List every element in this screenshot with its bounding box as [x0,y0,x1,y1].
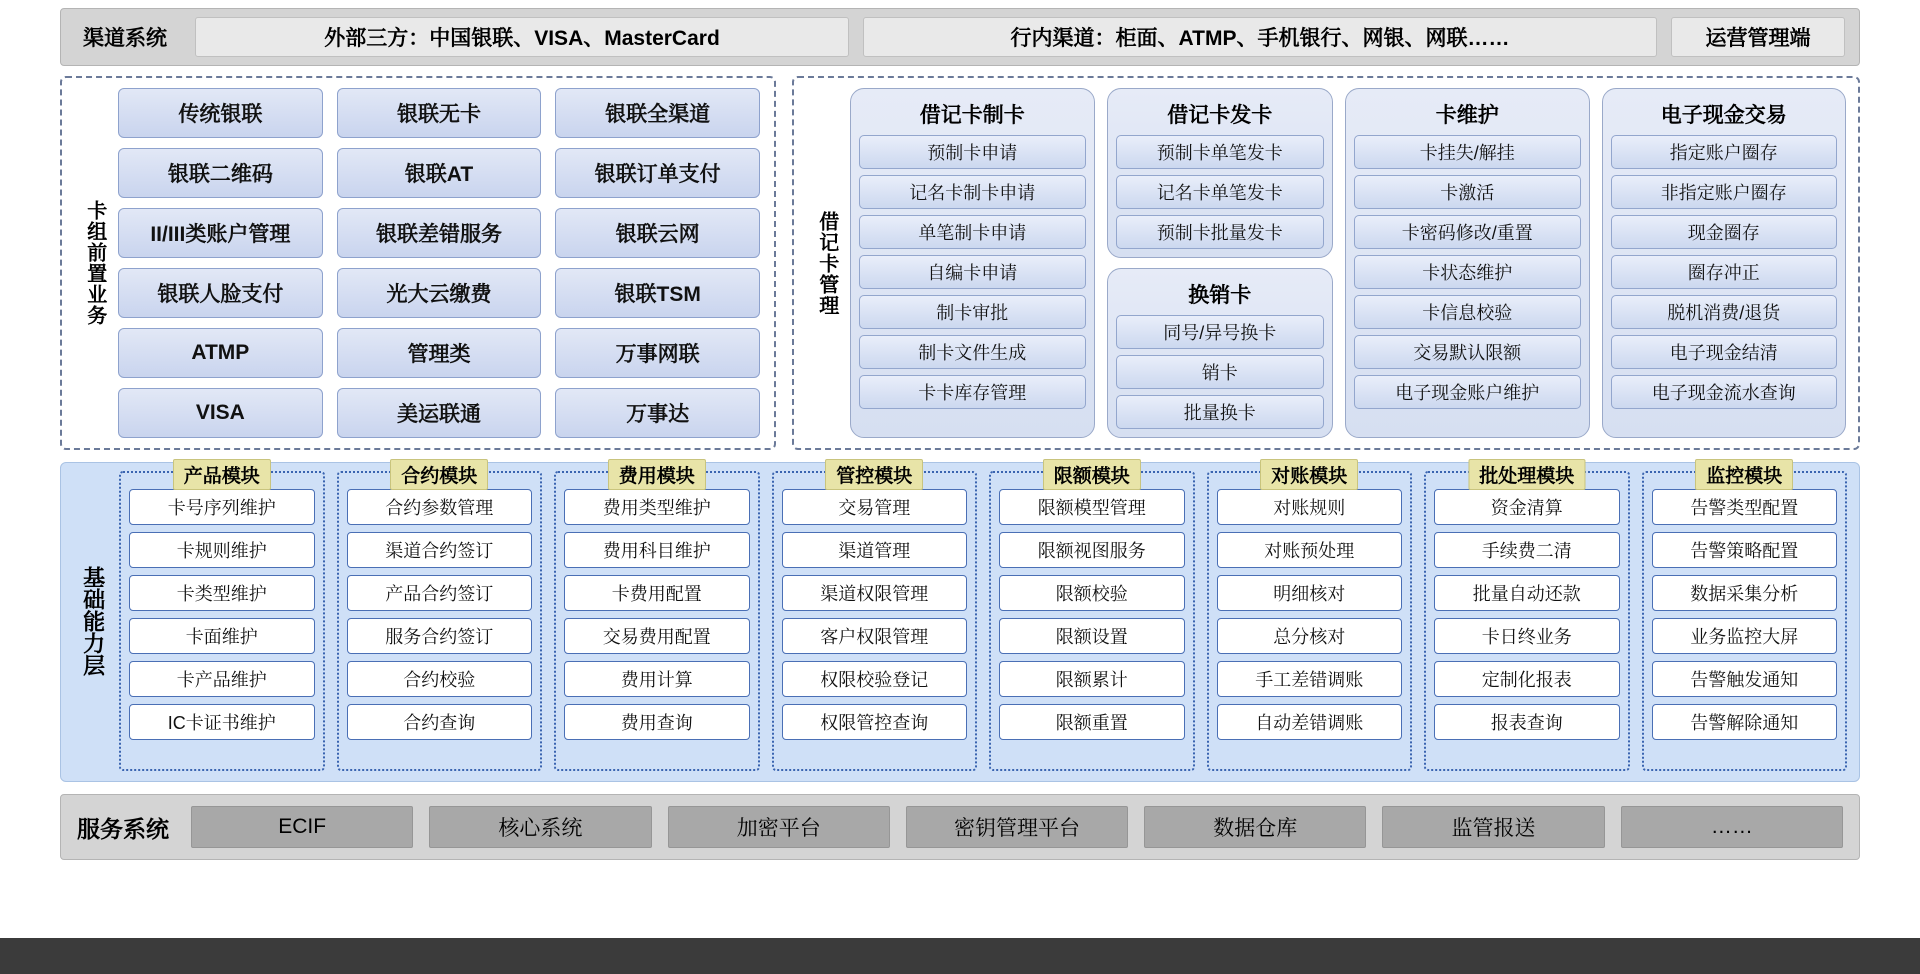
module-item[interactable]: 数据采集分析 [1652,575,1838,611]
service-item[interactable]: 数据仓库 [1144,806,1366,848]
card-org-label [72,86,116,440]
module-title: 产品模块 [173,459,271,490]
module-item[interactable]: 权限管控查询 [782,704,968,740]
card-org-tile[interactable]: 银联AT [337,148,542,198]
service-item[interactable]: 密钥管理平台 [906,806,1128,848]
card-org-tile[interactable]: ATMP [118,328,323,378]
group-item[interactable]: 电子现金流水查询 [1611,375,1838,409]
module-title: 监控模块 [1695,459,1793,490]
group-title: 换销卡 [1188,284,1252,307]
base-layer-label-text: 基础能力层 [80,566,106,676]
channel-internal-box[interactable]: 行内渠道：柜面、ATMP、手机银行、网银、网联…… [863,17,1657,57]
debit-group-card-maintenance [1345,88,1590,438]
module-item[interactable]: 限额设置 [999,618,1185,654]
module-item[interactable]: 费用计算 [564,661,750,697]
service-item[interactable]: …… [1621,806,1843,848]
card-org-tile[interactable]: 管理类 [337,328,542,378]
module-control [772,466,978,771]
module-reconciliation [1207,466,1413,771]
group-item[interactable]: 交易默认限额 [1354,335,1581,369]
module-item[interactable]: 卡面维护 [129,618,315,654]
channel-ops-box[interactable]: 运营管理端 [1671,17,1845,57]
card-org-grid [116,86,764,440]
channel-system-bar [60,8,1860,66]
group-item[interactable]: 圈存冲正 [1611,255,1838,289]
module-item[interactable]: IC卡证书维护 [129,704,315,740]
group-title: 卡维护 [1435,104,1499,127]
module-item[interactable]: 明细核对 [1217,575,1403,611]
module-item[interactable]: 告警触发通知 [1652,661,1838,697]
module-item[interactable]: 批量自动还款 [1434,575,1620,611]
module-item[interactable]: 权限校验登记 [782,661,968,697]
middle-band [60,76,1860,450]
module-contract [337,466,543,771]
base-layer-modules [119,466,1847,771]
group-item[interactable]: 记名卡单笔发卡 [1116,175,1325,209]
module-item[interactable]: 限额模型管理 [999,489,1185,525]
group-item[interactable]: 脱机消费/退货 [1611,295,1838,329]
debit-group-card-issuing [1107,88,1334,258]
module-title: 合约模块 [390,459,488,490]
card-org-tile[interactable]: 银联二维码 [118,148,323,198]
service-item[interactable]: 加密平台 [668,806,890,848]
channel-system-title: 渠道系统 [83,27,167,50]
module-item[interactable]: 卡号序列维护 [129,489,315,525]
module-item[interactable]: 渠道权限管理 [782,575,968,611]
module-fee [554,466,760,771]
module-item[interactable]: 手续费二清 [1434,532,1620,568]
card-org-tile[interactable]: 银联云网 [555,208,760,258]
service-item[interactable]: ECIF [191,806,413,848]
module-item[interactable]: 渠道管理 [782,532,968,568]
module-item[interactable]: 对账规则 [1217,489,1403,525]
module-item[interactable]: 手工差错调账 [1217,661,1403,697]
group-title: 借记卡发卡 [1167,104,1273,127]
module-item[interactable]: 交易管理 [782,489,968,525]
module-limit [989,466,1195,771]
module-item[interactable]: 费用查询 [564,704,750,740]
module-title: 批处理模块 [1468,459,1585,490]
module-item[interactable]: 费用科目维护 [564,532,750,568]
module-item[interactable]: 交易费用配置 [564,618,750,654]
module-item[interactable]: 自动差错调账 [1217,704,1403,740]
module-item[interactable]: 定制化报表 [1434,661,1620,697]
debit-group-card-production [850,88,1095,438]
group-item[interactable]: 预制卡单笔发卡 [1116,135,1325,169]
module-item[interactable]: 费用类型维护 [564,489,750,525]
module-title: 费用模块 [608,459,706,490]
module-item[interactable]: 告警解除通知 [1652,704,1838,740]
module-item[interactable]: 合约参数管理 [347,489,533,525]
group-item[interactable]: 非指定账户圈存 [1611,175,1838,209]
module-title: 对账模块 [1260,459,1358,490]
module-item[interactable]: 限额累计 [999,661,1185,697]
debit-column-issue-exchange [1107,88,1334,438]
module-title: 管控模块 [825,459,923,490]
card-org-tile[interactable]: 美运联通 [337,388,542,438]
module-item[interactable]: 业务监控大屏 [1652,618,1838,654]
module-item[interactable]: 服务合约签订 [347,618,533,654]
card-org-tile[interactable]: 光大云缴费 [337,268,542,318]
module-item[interactable]: 合约校验 [347,661,533,697]
debit-card-panel [792,76,1860,450]
module-item[interactable]: 产品合约签订 [347,575,533,611]
group-item[interactable]: 卡挂失/解挂 [1354,135,1581,169]
service-item[interactable]: 监管报送 [1382,806,1604,848]
module-item[interactable]: 限额校验 [999,575,1185,611]
module-monitoring [1642,466,1848,771]
group-item[interactable]: 制卡审批 [859,295,1086,329]
group-item[interactable]: 卡卡库存管理 [859,375,1086,409]
debit-card-columns [848,86,1848,440]
service-item[interactable]: 核心系统 [429,806,651,848]
card-org-tile[interactable]: 万事达 [555,388,760,438]
base-layer-label [67,471,119,771]
module-item[interactable]: 限额视图服务 [999,532,1185,568]
card-org-tile[interactable]: 银联无卡 [337,88,542,138]
debit-card-label-text: 借记卡管理 [815,210,838,316]
group-item[interactable]: 自编卡申请 [859,255,1086,289]
group-item[interactable]: 指定账户圈存 [1611,135,1838,169]
group-item[interactable]: 记名卡制卡申请 [859,175,1086,209]
group-item[interactable]: 卡状态维护 [1354,255,1581,289]
card-org-tile[interactable]: VISA [118,388,323,438]
debit-card-label [804,86,848,440]
module-title: 限额模块 [1043,459,1141,490]
card-org-tile[interactable]: 银联人脸支付 [118,268,323,318]
card-org-tile[interactable]: 银联订单支付 [555,148,760,198]
card-org-tile[interactable]: 传统银联 [118,88,323,138]
card-org-tile[interactable]: 万事网联 [555,328,760,378]
group-item[interactable]: 现金圈存 [1611,215,1838,249]
group-title: 借记卡制卡 [919,104,1025,127]
group-item[interactable]: 单笔制卡申请 [859,215,1086,249]
debit-group-ecash-transaction [1602,88,1847,438]
group-item[interactable]: 卡激活 [1354,175,1581,209]
module-item[interactable]: 卡产品维护 [129,661,315,697]
group-item[interactable]: 同号/异号换卡 [1116,315,1325,349]
card-org-tile[interactable]: 银联TSM [555,268,760,318]
group-item[interactable]: 电子现金结清 [1611,335,1838,369]
module-product [119,466,325,771]
group-title: 电子现金交易 [1660,104,1787,127]
card-org-panel [60,76,776,450]
module-item[interactable]: 告警策略配置 [1652,532,1838,568]
group-item[interactable]: 卡信息校验 [1354,295,1581,329]
module-item[interactable]: 资金清算 [1434,489,1620,525]
service-system-title: 服务系统 [77,815,169,842]
group-item[interactable]: 批量换卡 [1116,395,1325,429]
card-org-tile[interactable]: II/III类账户管理 [118,208,323,258]
card-org-tile[interactable]: 银联差错服务 [337,208,542,258]
bottom-strip [0,938,1920,974]
module-item[interactable]: 限额重置 [999,704,1185,740]
module-item[interactable]: 合约查询 [347,704,533,740]
module-item[interactable]: 对账预处理 [1217,532,1403,568]
group-item[interactable]: 预制卡批量发卡 [1116,215,1325,249]
service-system-bar [60,794,1860,860]
module-item[interactable]: 总分核对 [1217,618,1403,654]
module-batch [1424,466,1630,771]
module-item[interactable]: 卡规则维护 [129,532,315,568]
group-item[interactable]: 电子现金账户维护 [1354,375,1581,409]
group-item[interactable]: 卡密码修改/重置 [1354,215,1581,249]
module-item[interactable]: 卡日终业务 [1434,618,1620,654]
module-item[interactable]: 卡类型维护 [129,575,315,611]
group-item[interactable]: 销卡 [1116,355,1325,389]
card-org-tile[interactable]: 银联全渠道 [555,88,760,138]
module-item[interactable]: 渠道合约签订 [347,532,533,568]
module-item[interactable]: 告警类型配置 [1652,489,1838,525]
module-item[interactable]: 客户权限管理 [782,618,968,654]
base-capability-layer [60,462,1860,782]
card-org-label-text: 卡组前置业务 [83,200,106,326]
debit-group-card-exchange [1107,268,1334,438]
module-item[interactable]: 卡费用配置 [564,575,750,611]
diagram-canvas [60,8,1860,938]
channel-external-box[interactable]: 外部三方：中国银联、VISA、MasterCard [195,17,849,57]
group-item[interactable]: 预制卡申请 [859,135,1086,169]
module-item[interactable]: 报表查询 [1434,704,1620,740]
group-item[interactable]: 制卡文件生成 [859,335,1086,369]
